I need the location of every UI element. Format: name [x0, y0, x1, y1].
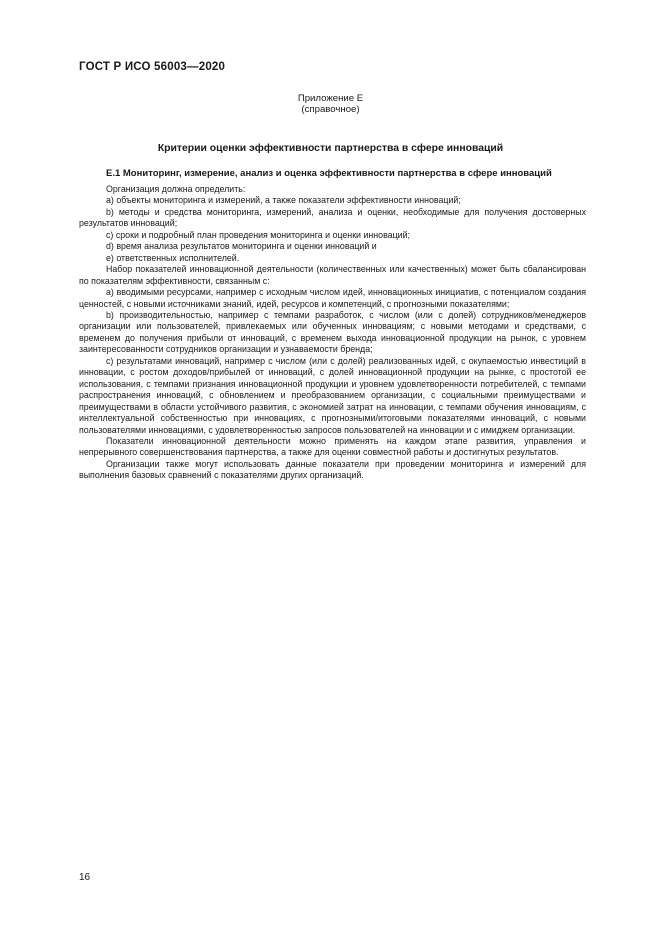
- list-item: d) время анализа результатов мониторинга и оценки инноваций и: [106, 241, 377, 252]
- paragraph: Набор показателей инновационной деятельности (количественных или качественных) может быть сбалансирован по показателям эффективности, связанным с:: [79, 264, 586, 286]
- page-number: 16: [79, 872, 91, 883]
- appendix-note: (справочное): [301, 104, 360, 115]
- list-item: b) производительностью, например с темпами разработок, с числом (или с долей) сотрудников/менеджеров организации или пользователей, привлекаемых или обученных инновациям; с новыми методами и средствами, с временем до получения прибыли от инноваций, с временем выхода инновационной продукции на рынок, с уровнем заинтересованности сотрудников организации и узнаваемости бренда;: [79, 309, 586, 355]
- list-item: b) методы и средства мониторинга, измерений, анализа и оценки, необходимые для получения достоверных результатов инноваций;: [79, 206, 586, 229]
- paragraph: Организация должна определить:: [106, 184, 246, 194]
- list-item: с) сроки и подробный план проведения мониторинга и оценки инноваций;: [106, 229, 411, 240]
- section-heading: Е.1 Мониторинг, измерение, анализ и оценка эффективности партнерства в сфере инноваций: [106, 168, 552, 179]
- page-title: Критерии оценки эффективности партнерства в сфере инноваций: [157, 143, 504, 154]
- list-item: е) ответственных исполнителей.: [106, 252, 240, 263]
- body-text: [79, 184, 586, 482]
- list-item: а) объекты мониторинга и измерений, а также показатели эффективности инноваций;: [106, 195, 461, 206]
- document-header: ГОСТ Р ИСО 56003—2020: [79, 61, 226, 73]
- paragraph: Организации также могут использовать данные показатели при проведении мониторинга и измерений для выполнения базовых сравнений с показателями других организаций.: [79, 458, 586, 481]
- list-item: а) вводимыми ресурсами, например с исходным числом идей, инновационных инициатив, с потенциалом создания ценностей, с новыми источниками знаний, идей, ресурсов и компетенций, с прогнозными показателями;: [79, 287, 586, 309]
- list-item: с) результатами инноваций, например с числом (или с долей) реализованных идей, с окупаемостью инвестиций в инновации, с ростом доходов/прибылей от инноваций, с долей инновационной продукции на рынке, с простотой ее использования, с темпами признания инновационной продукции и уровнем удовлетворенности потребителей, с темпами распространения инноваций, с обновлением и преобразованием организации, с социальными преимуществами и преимуществами в области устойчивого развития, с экономией затрат на инновации, с темпами обучения инновациям, с интеллектуальной собственностью при инновациях, с прогнозными/итоговыми показателями инноваций, с новыми пользователями инновациями, с удовлетворенностью запросов пользователей на инновации и с имиджем организации.: [79, 355, 586, 435]
- appendix-title: Приложение Е: [297, 93, 364, 104]
- paragraph: Показатели инновационной деятельности можно применять на каждом этапе развития, управления и непрерывного совершенствования партнерства, а также для оценки совместной работы и достигнутых результатов.: [79, 435, 586, 458]
